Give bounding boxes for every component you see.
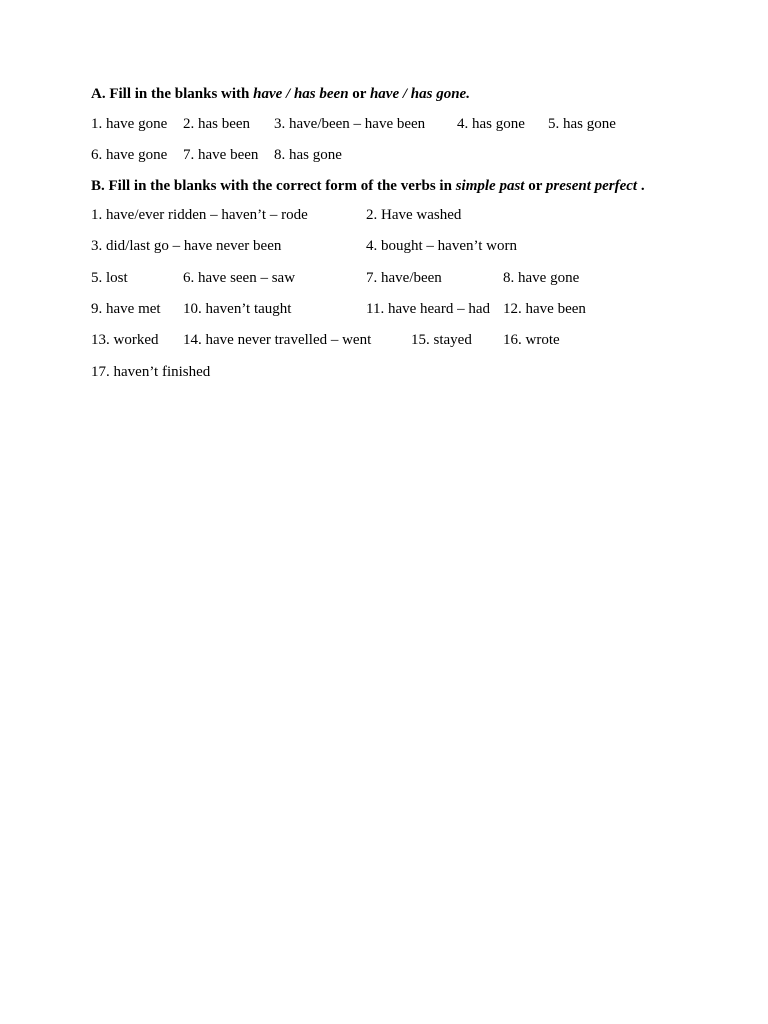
answer-b-10: 10. haven’t taught	[183, 301, 292, 317]
answer-a-5: 5. has gone	[548, 116, 616, 132]
answer-b-8: 8. have gone	[503, 270, 580, 286]
answer-b-3: 3. did/last go – have never been	[91, 238, 282, 254]
answer-b-4: 4. bought – haven’t worn	[366, 238, 517, 254]
answer-b-17: 17. haven’t finished	[91, 364, 211, 380]
answer-b-9: 9. have met	[91, 301, 161, 317]
section-b-heading-end: .	[640, 178, 645, 194]
section-a-heading-em1: have / has been	[253, 86, 349, 102]
section-a-heading-or: or	[352, 86, 367, 102]
answer-b-2: 2. Have washed	[366, 207, 462, 223]
section-b-heading	[91, 178, 645, 195]
section-a-heading-em2: have / has gone.	[369, 86, 470, 102]
answer-a-8: 8. has gone	[274, 147, 342, 163]
section-b-heading-prefix: B. Fill in the blanks with the correct form of the verbs in	[91, 178, 452, 194]
answer-a-3: 3. have/been – have been	[274, 116, 426, 132]
answer-a-6: 6. have gone	[91, 147, 168, 163]
answer-b-12: 12. have been	[503, 301, 586, 317]
answer-b-14: 14. have never travelled – went	[183, 332, 372, 348]
answer-b-11: 11. have heard – had	[366, 301, 490, 317]
answer-b-7: 7. have/been	[366, 270, 442, 286]
answer-b-5: 5. lost	[91, 270, 128, 286]
answer-b-6: 6. have seen – saw	[183, 270, 296, 286]
section-a-heading	[91, 86, 470, 103]
answer-b-1: 1. have/ever ridden – haven’t – rode	[91, 207, 308, 223]
answer-b-15: 15. stayed	[411, 332, 472, 348]
answer-a-1: 1. have gone	[91, 116, 168, 132]
answer-b-16: 16. wrote	[503, 332, 560, 348]
answer-a-7: 7. have been	[183, 147, 259, 163]
answer-a-4: 4. has gone	[457, 116, 525, 132]
answer-a-2: 2. has been	[183, 116, 251, 132]
section-b-heading-or: or	[528, 178, 543, 194]
section-b-heading-em2: present perfect	[545, 178, 638, 194]
section-a-heading-prefix: A. Fill in the blanks with	[91, 86, 250, 102]
answer-b-13: 13. worked	[91, 332, 159, 348]
section-b-heading-em1: simple past	[455, 178, 525, 194]
